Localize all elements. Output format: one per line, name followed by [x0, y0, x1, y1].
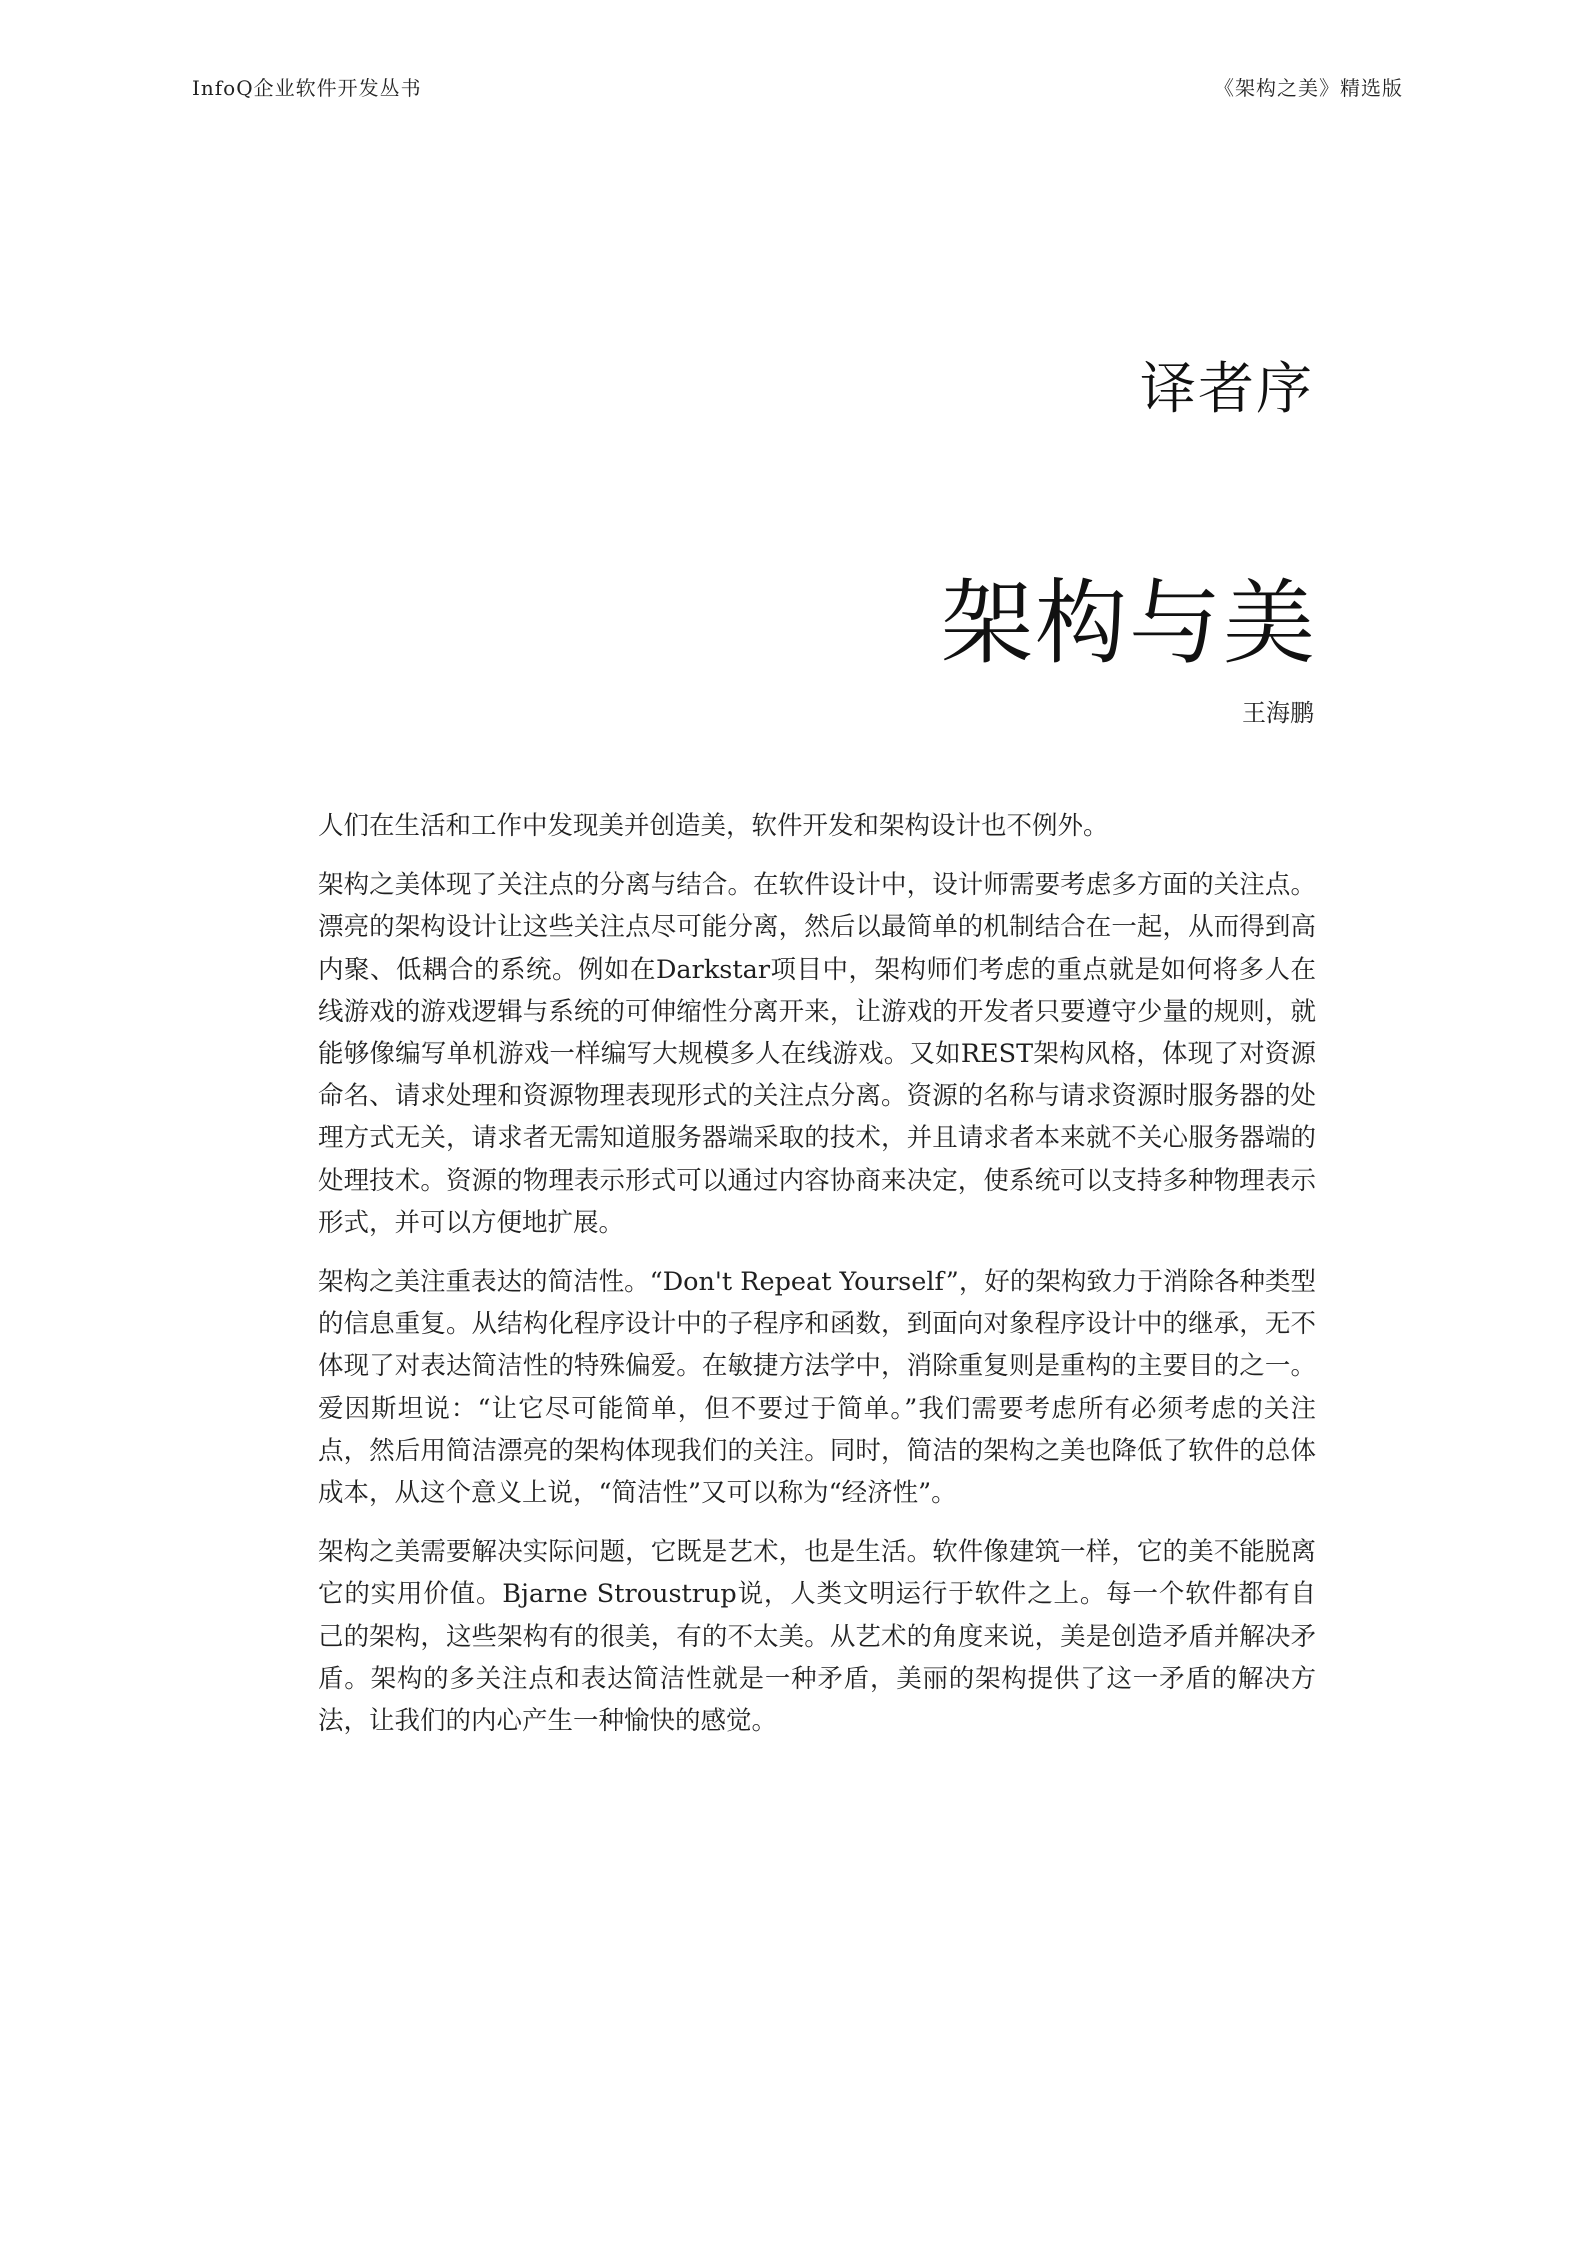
author-name: 王海鹏 — [1242, 699, 1314, 727]
paragraph: 架构之美需要解决实际问题，它既是艺术，也是生活。软件像建筑一样，它的美不能脱离它的实用价值。Bjarne Stroustrup说，人类文明运行于软件之上。每一个软件都有自己的架构，这些架构有的很美，有的不太美。从艺术的角度来说，美是创造矛盾并解决矛盾。架构的多关注点和表达简洁性就是一种矛盾，美丽的架构提供了这一矛盾的解决方法，让我们的内心产生一种愉快的感觉。 — [318, 1537, 1316, 1737]
running-head-series: InfoQ企业软件开发丛书 — [192, 76, 422, 100]
chapter-title: 架构与美 — [940, 570, 1317, 677]
paragraph: 架构之美注重表达的简洁性。“Don't Repeat Yourself”，好的架构致力于消除各种类型的信息重复。从结构化程序设计中的子程序和函数，到面向对象程序设计中的继承，无不体现了对表达简洁性的特殊偏爱。在敏捷方法学中，消除重复则是重构的主要目的之一。爱因斯坦说：“让它尽可能简单，但不要过于简单。”我们需要考虑所有必须考虑的关注点，然后用简洁漂亮的架构体现我们的关注。同时，简洁的架构之美也降低了软件的总体成本，从这个意义上说，“简洁性”又可以称为“经济性”。 — [318, 1267, 1316, 1509]
body-text — [318, 805, 1316, 1759]
paragraph: 架构之美体现了关注点的分离与结合。在软件设计中，设计师需要考虑多方面的关注点。漂亮的架构设计让这些关注点尽可能分离，然后以最简单的机制结合在一起，从而得到高内聚、低耦合的系统。例如在Darkstar项目中，架构师们考虑的重点就是如何将多人在线游戏的游戏逻辑与系统的可伸缩性分离开来，让游戏的开发者只要遵守少量的规则，就能够像编写单机游戏一样编写大规模多人在线游戏。又如REST架构风格，体现了对资源命名、请求处理和资源物理表现形式的关注点分离。资源的名称与请求资源时服务器的处理方式无关，请求者无需知道服务器端采取的技术，并且请求者本来就不关心服务器端的处理技术。资源的物理表示形式可以通过内容协商来决定，使系统可以支持多种物理表示形式，并可以方便地扩展。 — [318, 870, 1316, 1238]
section-label: 译者序 — [1140, 357, 1314, 422]
running-head-book-title: 《架构之美》精选版 — [1214, 76, 1403, 100]
paragraph: 人们在生活和工作中发现美并创造美，软件开发和架构设计也不例外。 — [318, 811, 1109, 841]
